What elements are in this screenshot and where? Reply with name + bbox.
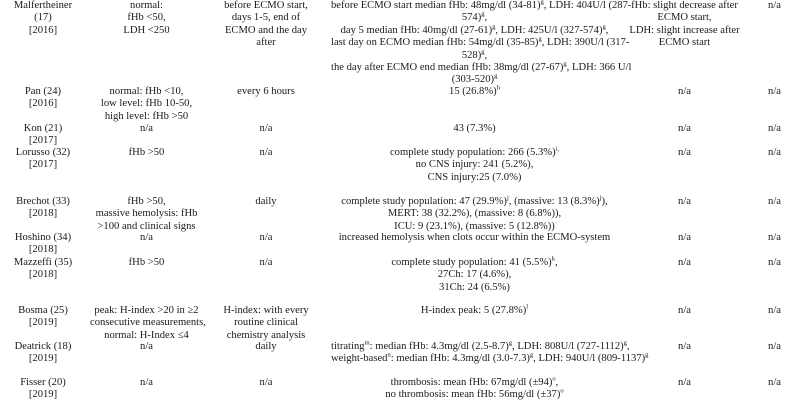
footnote-marker: h [496,84,500,92]
results-text: (303-520) [451,74,495,86]
study-citation-line: [2017] [28,159,58,171]
hemolysis-definition-line: massive hemolysis: fHb [95,208,198,220]
study-citation [0,232,88,257]
results-line [331,282,618,294]
course-of-hemolysis-line: LDH: slight increase after [629,24,740,36]
results-text: CNS injury:25 (7.0%) [427,171,522,183]
results-line [331,377,618,389]
measurement-timing-line: days 1-5, end of [231,12,301,24]
last-column-value: n/a [768,196,781,207]
results-line [331,172,618,184]
last-column-value: n/a [768,305,781,316]
table-row [0,0,802,86]
measurement-timing [205,377,327,389]
hemolysis-results [327,257,622,294]
course-of-hemolysis [622,196,747,208]
measurement-timing [205,0,327,50]
hemolysis-definition-line: normal: H-Index ≤4 [104,329,189,341]
footnote-marker: g [481,48,485,56]
course-of-hemolysis [622,123,747,135]
measurement-timing-line: after [256,37,276,49]
study-citation-line: (17) [34,12,52,24]
course-of-hemolysis-line: n/a [678,257,691,268]
measurement-timing-line: routine clinical [234,317,298,329]
footnote-marker: g [492,23,496,31]
study-citation [0,305,88,330]
results-text: titrating [331,341,365,352]
results-text: , [484,49,488,61]
measurement-timing-line: H-index: with every [223,305,309,316]
hemolysis-results [327,339,649,366]
results-line [331,159,618,171]
hemolysis-results [327,0,632,87]
course-of-hemolysis [622,377,747,389]
footnote-marker: g [494,72,498,80]
results-text: 31Ch: 24 (6.5%) [439,281,510,293]
hemolysis-definition [88,123,205,135]
study-citation [0,86,88,111]
results-line [331,74,618,86]
results-line [331,86,618,98]
results-line [331,389,618,401]
hemolysis-definition [88,257,205,269]
results-text: , [605,24,609,36]
last-column-value: n/a [768,147,781,158]
course-of-hemolysis-line: fHb: slight decrease after [631,0,738,11]
results-text: , [626,341,630,352]
results-line [331,60,632,74]
results-text: 574) [461,12,482,24]
study-citation-line: Mazzeffi (35) [13,257,73,268]
footnote-marker: j [506,194,509,202]
results-text: ), [601,196,608,207]
results-text: , LDH: 390U/l (317- [541,37,630,49]
measurement-timing-line: n/a [259,123,273,134]
measurement-timing-line: daily [255,196,277,207]
measurement-timing [205,196,327,208]
measurement-timing [205,232,327,244]
course-of-hemolysis-line: n/a [678,232,691,243]
study-citation [0,196,88,221]
study-citation-line: Pan (24) [24,86,62,97]
study-citation-line: [2019] [28,317,58,329]
hemolysis-definition-line: n/a [140,377,153,388]
results-text: 27Ch: 17 (4.6%), [437,269,512,281]
results-text: thrombosis: mean fHb: 67mg/dl (±94) [390,377,553,388]
table-row [0,147,802,196]
footnote-marker: g [540,0,544,6]
footnote-marker: g [538,35,542,43]
hemolysis-definition-line: LDH <250 [123,24,170,36]
study-citation [0,123,88,148]
course-of-hemolysis [622,147,747,159]
study-citation-line: [2016] [28,98,58,110]
hemolysis-definition-line: n/a [140,232,153,243]
table-row [0,86,802,123]
results-text: : median fHb: 4.3mg/dl (2.5-8.7) [369,341,509,352]
study-citation-line: Hoshino (34) [14,232,72,243]
results-text: , LDH: 404U/l (287- [543,0,632,11]
course-of-hemolysis [622,232,747,244]
study-citation [0,147,88,172]
results-text: , LDH: 808U/l (727-1112) [512,341,624,352]
results-text: before ECMO start median fHb: 48mg/dl (34-81) [331,0,541,11]
hemolysis-results [327,147,622,184]
table-row [0,305,802,341]
hemolysis-definition [88,305,205,342]
study-citation-line: [2018] [28,208,58,220]
results-text: 43 (7.3%) [453,123,496,134]
measurement-timing [205,147,327,159]
course-of-hemolysis-line: ECMO start [658,37,711,49]
results-text: complete study population: 266 (5.3%) [389,147,556,158]
hemolysis-definition-line: fHb >50 [128,257,165,268]
study-citation [0,0,88,37]
results-line [331,232,618,244]
results-text: no CNS injury: 241 (5.2%), [415,159,534,171]
results-text: 15 (26.8%) [449,86,497,97]
measurement-timing-line: n/a [259,377,273,388]
measurement-timing [205,257,327,269]
table-row [0,257,802,305]
results-text: , LDH: 366 U/l [566,62,632,74]
results-line [331,35,630,49]
hemolysis-definition [88,147,205,159]
results-text: , (massive: 13 (8.3%) [508,196,600,207]
hemolysis-definition-line: fHb <50, [127,12,166,24]
results-line [331,50,618,62]
course-of-hemolysis [622,86,747,98]
study-citation-line: Lorusso (32) [15,147,71,158]
footnote-marker: l [526,303,529,311]
measurement-timing-line: daily [255,341,277,352]
hemolysis-definition [88,377,205,389]
results-line [331,339,630,353]
course-of-hemolysis-line: n/a [678,305,691,316]
measurement-timing-line: before ECMO start, [224,0,308,11]
results-text: weight-based [331,353,388,365]
study-citation [0,257,88,282]
last-column-value: n/a [768,377,781,388]
study-citation-line: [2018] [28,244,58,256]
study-citation-line: [2016] [28,24,58,36]
results-text: complete study population: 41 (5.5%) [391,257,552,268]
results-line [331,305,618,317]
course-of-hemolysis-line: n/a [678,341,691,352]
hemolysis-definition [88,196,205,233]
results-text: MERT: 38 (32.2%), (massive: 8 (6.8%)), [387,208,562,220]
table-row [0,377,802,407]
last-column-value: n/a [768,232,781,243]
results-line [331,123,618,135]
course-of-hemolysis [622,0,747,50]
study-citation-line: Fisser (20) [20,377,66,388]
footnote-marker: g [623,339,627,347]
results-line [331,25,618,37]
table-row [0,123,802,147]
footnote-marker: g [481,10,485,18]
hemolysis-definition-line: peak: H-index >20 in ≥2 [94,305,199,316]
results-text: , [555,377,559,388]
results-text: , [554,257,558,268]
results-text: ICU: 9 (23.1%), (massive: 5 (12.8%)) [394,220,555,232]
hemolysis-definition-line: normal: [130,0,163,11]
results-line [331,257,618,269]
results-text: the day after ECMO end median fHb: 38mg/dl (27-67) [331,62,564,74]
results-line [331,147,618,159]
results-text: , LDH: 425U/l (327-574) [495,24,603,36]
measurement-timing-line: every 6 hours [237,86,295,97]
course-of-hemolysis-line: n/a [678,86,691,97]
results-text: H-index peak: 5 (27.8%) [420,305,527,316]
study-citation-line: Brechot (33) [16,196,70,207]
study-citation-line: [2017] [28,135,58,147]
hemolysis-definition-line: normal: fHb <10, [109,86,184,97]
hemolysis-definition-line: low level: fHb 10-50, [100,98,193,110]
course-of-hemolysis-line: ECMO start, [657,12,712,24]
measurement-timing [205,86,327,98]
last-column-value: n/a [768,257,781,268]
footnote-marker: o [552,375,556,383]
course-of-hemolysis [622,341,747,353]
last-column-value: n/a [768,341,781,352]
hemolysis-definition-line: n/a [140,123,153,134]
study-citation-line: Deatrick (18) [14,341,72,352]
table-row [0,341,802,377]
hemolysis-results [327,86,622,98]
course-of-hemolysis-line: n/a [678,123,691,134]
hemolysis-results [327,305,622,317]
results-text: 528) [461,49,482,61]
footnote-marker: g [602,23,606,31]
hemolysis-definition-line: high level: fHb >50 [104,110,189,122]
footnote-marker: g [508,339,513,347]
study-citation-line: [2018] [28,269,58,281]
hemolysis-definition [88,232,205,244]
study-citation [0,377,88,402]
results-text: , [484,12,488,24]
results-text: complete study population: 47 (29.9%) [341,196,507,207]
study-citation [0,341,88,366]
footnote-marker: o [560,387,564,395]
hemolysis-definition-line: n/a [140,341,153,352]
hemolysis-definition [88,86,205,123]
table-row [0,196,802,232]
results-line [331,208,618,220]
footnote-marker: g [645,351,649,359]
study-citation-line: [2019] [28,389,58,401]
hemolysis-definition-line: >100 and clinical signs [97,220,196,232]
hemolysis-definition-line: fHb >50, [127,196,166,207]
results-text: , LDH: 940U/l (809-1137) [533,353,646,365]
results-line [331,196,618,208]
study-citation-line: [2019] [28,353,58,365]
last-column-value: n/a [768,0,781,11]
results-line [331,12,618,24]
last-column-value: n/a [768,123,781,134]
results-text: : median fHb: 4.3mg/dl (3.0-7.3) [390,353,530,365]
study-citation-line: Kon (21) [23,123,63,134]
results-text: day 5 median fHb: 40mg/dl (27-61) [340,24,493,36]
measurement-timing-line: n/a [259,232,273,243]
table-row [0,232,802,257]
footnote-marker: g [529,351,534,359]
hemolysis-results [327,377,622,402]
hemolysis-results [327,232,622,244]
hemolysis-definition [88,0,205,37]
measurement-timing-line: ECMO and the day [224,24,308,36]
results-line [331,269,618,281]
course-of-hemolysis-line: n/a [678,196,691,207]
study-citation-line: Malfertheiner [13,0,73,11]
course-of-hemolysis [622,257,747,269]
hemolysis-results [327,196,622,233]
measurement-timing [205,341,327,353]
results-text: increased hemolysis when clots occur within the ECMO-system [338,232,611,243]
measurement-timing-line: chemistry analysis [226,329,306,341]
hemolysis-definition-line: fHb >50 [128,147,165,158]
measurement-timing [205,123,327,135]
measurement-timing [205,305,327,342]
results-line [331,0,632,12]
results-text: no thrombosis: mean fHb: 56mg/dl (±37) [385,389,561,401]
last-column-value: n/a [768,86,781,97]
course-of-hemolysis-line: n/a [678,147,691,158]
footnote-marker: m [364,339,370,347]
study-citation-line: Bosma (25) [18,305,68,316]
footnote-marker: k [551,255,555,263]
footnote-marker: n [387,351,391,359]
course-of-hemolysis-line: n/a [678,377,691,388]
course-of-hemolysis [622,305,747,317]
measurement-timing-line: n/a [259,147,273,158]
hemolysis-results [327,123,622,135]
results-text: last day on ECMO median fHb: 54mg/dl (35-85) [331,37,539,49]
hemolysis-definition [88,341,205,353]
measurement-timing-line: n/a [259,257,273,268]
footnote-marker: g [563,60,567,68]
results-line [331,351,649,365]
hemolysis-definition-line: consecutive measurements, [90,317,206,329]
footnote-marker: j [599,194,602,202]
footnote-marker: i, [555,145,560,153]
